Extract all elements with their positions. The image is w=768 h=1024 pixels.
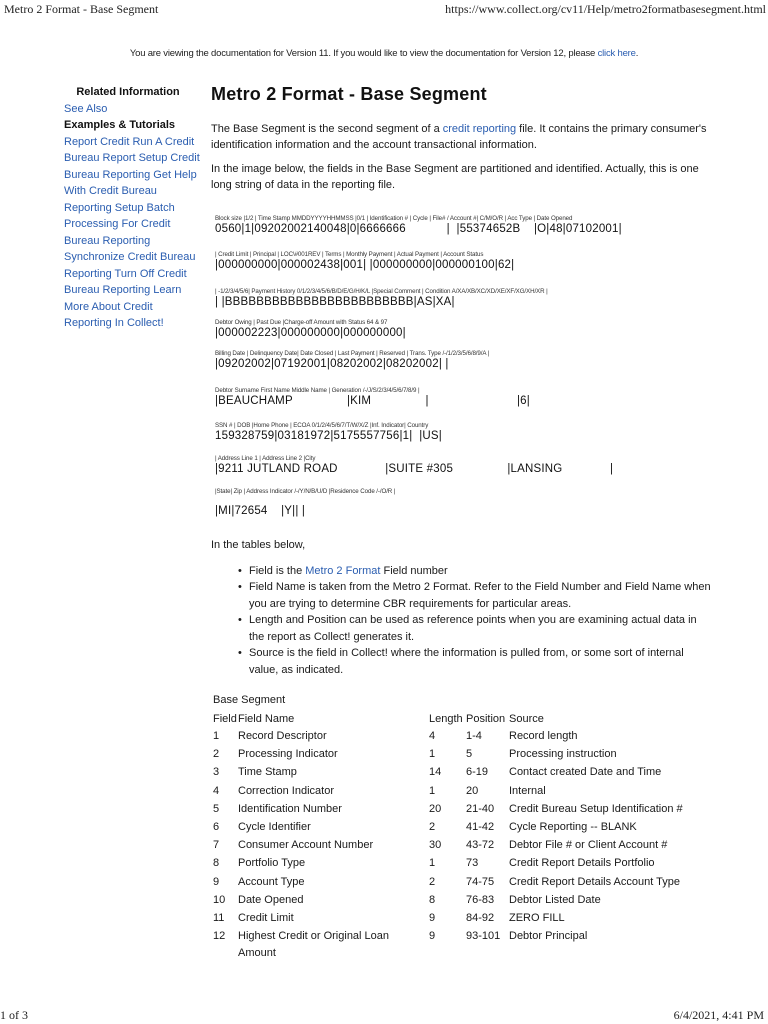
field-caption: Block size |1/2 | Time Stamp MMDDYYYYHHMMSS |0/1 | Identification # | Cycle | File# / Account #| C/M/O/R | Acc Type | Date Opened	[215, 215, 573, 222]
table-cell: Credit Report Details Portfolio	[509, 857, 655, 870]
table-cell: 1	[429, 748, 436, 761]
field-caption: SSN # | DOB |Home Phone | ECOA 0/1/2/4/5/6/7/T/W/X/Z |Inf. Indicator| Country	[215, 422, 429, 429]
table-cell: 1-4	[466, 730, 482, 742]
list-item	[238, 563, 711, 580]
table-row	[213, 855, 713, 873]
print-header-title: Metro 2 Format - Base Segment	[4, 2, 159, 16]
table-row	[213, 783, 713, 801]
version-notice	[0, 48, 768, 59]
related-information-sidebar	[64, 84, 204, 332]
table-cell: Cycle Reporting -- BLANK	[509, 820, 637, 833]
table-title: Base Segment	[213, 694, 286, 706]
field-data: 0560|1|09202002140048|0|6666666 | |55374652B |O|48|07102001|	[215, 223, 622, 235]
image-intro-paragraph: In the image below, the fields in the Base Segment are partitioned and identified. Actually, this is one long string of data in the reporting file.	[211, 162, 699, 191]
intro-paragraph	[211, 121, 711, 154]
table-cell: 41-42	[466, 820, 495, 833]
table-cell: 76-83	[466, 893, 495, 906]
table-cell: 74-75	[466, 875, 495, 888]
table-cell: Debtor Principal	[509, 930, 588, 943]
diagram-row	[215, 488, 395, 518]
intro-text-start: The Base Segment is the second segment of a	[211, 122, 443, 135]
version-notice-end: .	[635, 48, 639, 59]
diagram-row	[215, 251, 514, 272]
table-cell: Record Descriptor	[238, 730, 327, 742]
column-header: Position	[466, 713, 506, 725]
table-cell: Record length	[509, 730, 578, 742]
table-cell: 12	[213, 930, 226, 943]
list-item-text: Field is the	[249, 564, 306, 577]
field-caption: Debtor Owing | Past Due |Charge-off Amount with Status 64 & 97	[215, 319, 388, 326]
field-caption: | Credit Limit | Principal | LOC\#001REV | Terms | Monthly Payment | Actual Payment | Account Status	[215, 251, 484, 258]
field-data: |000000000|000002438|001| |000000000|000000100|62|	[215, 259, 515, 271]
table-cell: Credit Report Details Account Type	[509, 875, 680, 888]
diagram-row	[215, 422, 442, 443]
table-cell: ZERO FILL	[509, 911, 565, 924]
column-header: Source	[509, 713, 544, 725]
list-item-text: Source is the field in Collect! where the information is pulled from, or some sort of internal value, as indicated.	[249, 647, 684, 676]
table-cell: Processing instruction	[509, 748, 617, 761]
table-cell: 7	[213, 839, 220, 852]
table-cell: Portfolio Type	[238, 857, 306, 870]
table-cell: 2	[429, 875, 436, 888]
table-cell: 10	[213, 893, 226, 906]
field-caption: | Address Line 1 | Address Line 2 |City	[215, 455, 316, 462]
field-caption: Billing Date | Delinquency Date| Date Closed | Last Payment | Reserved | Trans. Type /-/1/2/3/5/6/8/9/A |	[215, 350, 490, 357]
table-cell: 1	[213, 730, 220, 742]
table-cell: Processing Indicator	[238, 748, 338, 761]
tutorial-link[interactable]: Synchronize Credit Bureau	[64, 251, 196, 263]
table-cell: Debtor Listed Date	[509, 893, 601, 906]
tutorial-links	[64, 134, 204, 332]
table-cell: 2	[213, 748, 220, 761]
table-cell: Time Stamp	[238, 766, 297, 779]
metro2-format-link[interactable]: Metro 2 Format	[305, 564, 381, 577]
tutorial-link[interactable]: Processing For Credit	[64, 218, 171, 230]
table-cell: 9	[429, 911, 436, 924]
page-title: Metro 2 Format - Base Segment	[211, 84, 487, 104]
field-data: |MI|72654 |Y|| |	[215, 505, 306, 517]
base-segment-table-section	[213, 692, 713, 961]
tutorial-link[interactable]: Bureau Report Setup Credit	[64, 152, 200, 164]
tutorial-link[interactable]: Bureau Reporting	[64, 234, 151, 247]
table-row	[213, 801, 713, 819]
diagram-row	[215, 319, 406, 340]
diagram-row	[215, 215, 622, 236]
table-cell: 14	[429, 766, 442, 779]
table-cell: 73	[466, 857, 479, 870]
table-cell: 1	[429, 857, 436, 870]
tutorial-link[interactable]: Report Credit Run A Credit	[64, 135, 195, 148]
diagram-row	[215, 387, 530, 408]
tutorial-link[interactable]: Reporting In Collect!	[64, 317, 164, 329]
field-caption: | -1/2/3/4/5/6| Payment History 0/1/2/3/4/5/6/B/D/E/G/H/K/L |Special Comment | Condition A/XA/XB/XC/XD/XE/XF/XG/XH/XR |	[215, 288, 548, 295]
table-cell: 20	[466, 784, 479, 797]
table-cell: 2	[429, 820, 436, 833]
diagram-row	[215, 288, 548, 309]
see-also-link[interactable]: See Also	[64, 102, 108, 115]
table-cell: Cycle Identifier	[238, 820, 311, 833]
version-12-link[interactable]: click here	[597, 48, 636, 59]
intro-text-end: file. It contains the primary consumer's identification information and the account transactional information.	[211, 122, 707, 151]
table-cell: 9	[429, 930, 436, 943]
table-row	[213, 892, 713, 910]
page-number: 1 of 3	[0, 1008, 28, 1022]
table-cell: 84-92	[466, 911, 495, 924]
table-cell: 4	[429, 730, 436, 742]
list-item-text: Field number	[380, 564, 448, 577]
table-cell: 6	[213, 820, 220, 833]
table-row	[213, 746, 713, 764]
list-item	[238, 612, 711, 645]
table-cell: Correction Indicator	[238, 784, 334, 797]
table-cell: 93-101	[466, 930, 501, 943]
tutorial-link[interactable]: Bureau Reporting Get Help	[64, 168, 197, 181]
table-cell: Highest Credit or Original Loan Amount	[238, 930, 390, 959]
print-header	[0, 2, 768, 18]
version-notice-text: You are viewing the documentation for Version 11. If you would like to view the documentation for Version 12, please	[129, 48, 598, 59]
table-cell: 3	[213, 766, 220, 779]
diagram-row	[215, 350, 489, 371]
list-item-text: Length and Position can be used as reference points when you are examining actual data in the report as Collect! generates it.	[249, 614, 697, 643]
table-cell: 4	[213, 784, 220, 797]
list-item	[238, 579, 711, 612]
table-cell: Credit Limit	[238, 911, 294, 924]
table-cell: 21-40	[466, 802, 495, 815]
print-datetime: 6/4/2021, 4:41 PM	[673, 1008, 764, 1022]
table-cell: 5	[466, 748, 473, 761]
column-header: Length	[429, 713, 463, 725]
table-cell: Consumer Account Number	[238, 839, 374, 852]
field-data: |9211 JUTLAND ROAD |SUITE #305 |LANSING |	[215, 463, 614, 475]
list-item	[238, 645, 711, 678]
column-header: Field Name	[238, 713, 295, 725]
table-header-row	[213, 710, 713, 728]
table-cell: Identification Number	[238, 802, 342, 815]
table-row	[213, 819, 713, 837]
print-header-url: https://www.collect.org/cv11/Help/metro2formatbasesegment.html	[445, 2, 766, 16]
table-notes-list	[211, 563, 711, 679]
field-data: |000002223|000000000|000000000|	[215, 327, 406, 339]
table-cell: Account Type	[238, 875, 305, 888]
table-notes-intro: In the tables below,	[211, 539, 306, 551]
list-item-text: Field Name is taken from the Metro 2 Format. Refer to the Field Number and Field Name when you are trying to determine CBR requirements for particular areas.	[249, 581, 711, 610]
table-cell: 9	[213, 875, 220, 888]
table-row	[213, 874, 713, 892]
tutorial-link[interactable]: Reporting Turn Off Credit	[64, 267, 187, 280]
table-cell: Internal	[509, 784, 546, 797]
related-information-heading: Related Information	[76, 86, 180, 98]
table-cell: 5	[213, 802, 220, 815]
tutorial-link[interactable]: Bureau Reporting Learn	[64, 284, 182, 296]
table-cell: Date Opened	[238, 893, 304, 906]
diagram-row	[215, 455, 613, 476]
tutorial-link[interactable]: More About Credit	[64, 300, 153, 313]
table-cell: 6-19	[466, 766, 489, 779]
field-caption: |State| Zip | Address Indicator /-/Y/N/B/U/D |Residence Code /-/O/R |	[215, 488, 396, 495]
table-cell: Contact created Date and Time	[509, 766, 662, 779]
table-cell: Credit Bureau Setup Identification #	[509, 802, 683, 815]
table-cell: 30	[429, 839, 442, 852]
table-cell: 20	[429, 802, 442, 815]
table-row	[213, 910, 713, 928]
table-cell: 8	[429, 893, 436, 906]
main-content	[211, 86, 711, 201]
table-cell: 1	[429, 784, 436, 797]
base-segment-table	[213, 710, 713, 961]
field-data: |BEAUCHAMP |KIM | |6|	[215, 395, 530, 407]
tutorial-link[interactable]: With Credit Bureau	[64, 185, 157, 197]
examples-tutorials-heading: Examples & Tutorials	[64, 119, 176, 131]
column-header: Field	[213, 713, 237, 725]
table-cell: 43-72	[466, 839, 495, 852]
field-data: 159328759|03181972|5175557756|1| |US|	[215, 430, 442, 442]
field-data: | |BBBBBBBBBBBBBBBBBBBBBBBB|AS|XA|	[215, 296, 455, 308]
field-caption: Debtor Surname First Name Middle Name | Generation /-/J/S/2/3/4/5/6/7/8/9 |	[215, 387, 420, 394]
tutorial-link[interactable]: Reporting Setup Batch	[64, 201, 175, 214]
table-notes	[211, 537, 711, 678]
table-cell: 11	[213, 911, 225, 924]
table-row	[213, 764, 713, 782]
print-footer	[0, 1008, 768, 1024]
table-row	[213, 837, 713, 855]
table-cell: Debtor File # or Client Account #	[509, 839, 668, 852]
table-cell: 8	[213, 857, 220, 870]
table-row	[213, 728, 713, 746]
credit-reporting-link[interactable]: credit reporting	[442, 122, 517, 135]
table-row	[213, 928, 713, 961]
field-data: |09202002|07192001|08202002|08202002| |	[215, 358, 449, 370]
